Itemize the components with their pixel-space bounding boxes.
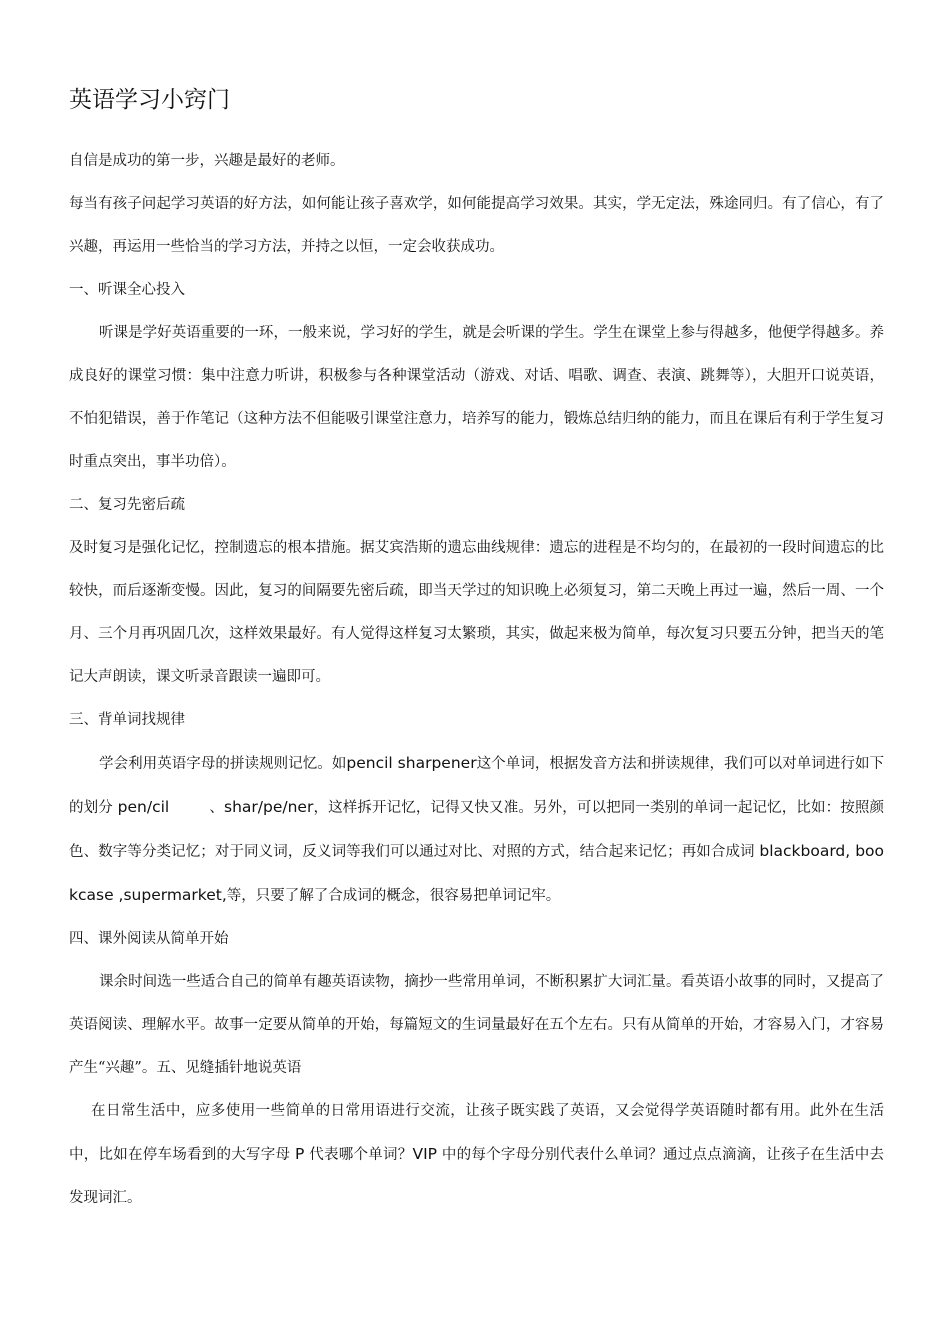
- section-3-paragraph: [69, 742, 884, 918]
- section-1-paragraph: 听课是学好英语重要的一环，一般来说，学习好的学生，就是会听课的学生。学生在课堂上参与得越多，他便学得越多。养成良好的课堂习惯：集中注意力听讲，积极参与各种课堂活动（游戏、对话、唱歌、调查、表演、跳舞等），大胆开口说英语，不怕犯错误，善于作笔记（这种方法不但能吸引课堂注意力，培养写的能力，锻炼总结归纳的能力，而且在课后有利于学生复习时重点突出，事半功倍）。: [69, 325, 884, 470]
- section-5-letter-p: P: [295, 1145, 305, 1163]
- section-3-compound-words: blackboard, bookcase ,supermarket,: [69, 842, 885, 904]
- section-2-heading: 二、复习先密后疏: [69, 497, 185, 513]
- document-body: [69, 84, 884, 1220]
- section-5-text-c: 代表哪个单词？: [304, 1147, 413, 1163]
- intro-line: 自信是成功的第一步，兴趣是最好的老师。: [69, 153, 345, 169]
- section-5-text-a: 在日常生活中，应多使用一些简单的日常用语进行交流，让孩子既实践了英语，又会觉得学英语随时都有用。此外在生活中，比如在停车场看到的大写字母: [69, 1103, 884, 1163]
- section-1-heading: 一、听课全心投入: [69, 282, 185, 298]
- section-3-text-a: 学会利用英语字母的拼读规则记忆。如: [99, 756, 347, 772]
- document-title: 英语学习小窍门: [69, 87, 230, 113]
- section-3-text-e: 、: [209, 800, 224, 816]
- section-3-word-pen-cil: pen/cil: [117, 798, 170, 816]
- section-3-text-i: 等，只要了解了合成词的概念，很容易把单词记牢。: [226, 888, 561, 904]
- section-3-heading: 三、背单词找规律: [69, 712, 185, 728]
- section-4-paragraph: 课余时间选一些适合自己的简单有趣英语读物，摘抄一些常用单词，不断积累扩大词汇量。看英语小故事的同时，又提高了英语阅读、理解水平。故事一定要从简单的开始，每篇短文的生词量最好在五个左右。只有从简单的开始，才容易入门，才容易产生“兴趣”。五、见缝插针地说英语: [69, 974, 884, 1076]
- section-4-heading: 四、课外阅读从简单开始: [69, 931, 229, 947]
- section-5-paragraph: [69, 1090, 884, 1220]
- section-5-text-e: 中的每个字母分别代表什么单词？通过点点滴滴，让孩子在生活中去发现词汇。: [69, 1147, 885, 1206]
- section-3-word-pencil-sharpener: pencil sharpener: [346, 754, 477, 772]
- section-5-word-vip: VIP: [412, 1145, 438, 1163]
- section-3-text-c: 这个单词，根据发音方法和拼读规律，我们可以对单词进行如下的划分: [69, 756, 885, 816]
- section-3-word-shar-pe-ner: shar/pe/ner: [224, 798, 314, 816]
- section-3-text-g: ，这样拆开记忆，记得又快又准。另外，可以把同一类别的单词一起记忆，比如：按照颜色、数字等分类记忆；对于同义词，反义词等我们可以通过对比、对照的方式，结合起来记忆；再如合成词: [69, 800, 885, 860]
- intro-paragraph: 每当有孩子问起学习英语的好方法，如何能让孩子喜欢学，如何能提高学习效果。其实，学无定法，殊途同归。有了信心，有了兴趣，再运用一些恰当的学习方法，并持之以恒，一定会收获成功。: [69, 196, 884, 255]
- section-2-paragraph: 及时复习是强化记忆，控制遗忘的根本措施。据艾宾浩斯的遗忘曲线规律：遗忘的进程是不均匀的，在最初的一段时间遗忘的比较快，而后逐渐变慢。因此，复习的间隔要先密后疏，即当天学过的知识晚上必须复习，第二天晚上再过一遍，然后一周、一个月、三个月再巩固几次，这样效果最好。有人觉得这样复习太繁琐，其实，做起来极为简单，每次复习只要五分钟，把当天的笔记大声朗读，课文听录音跟读一遍即可。: [69, 540, 884, 685]
